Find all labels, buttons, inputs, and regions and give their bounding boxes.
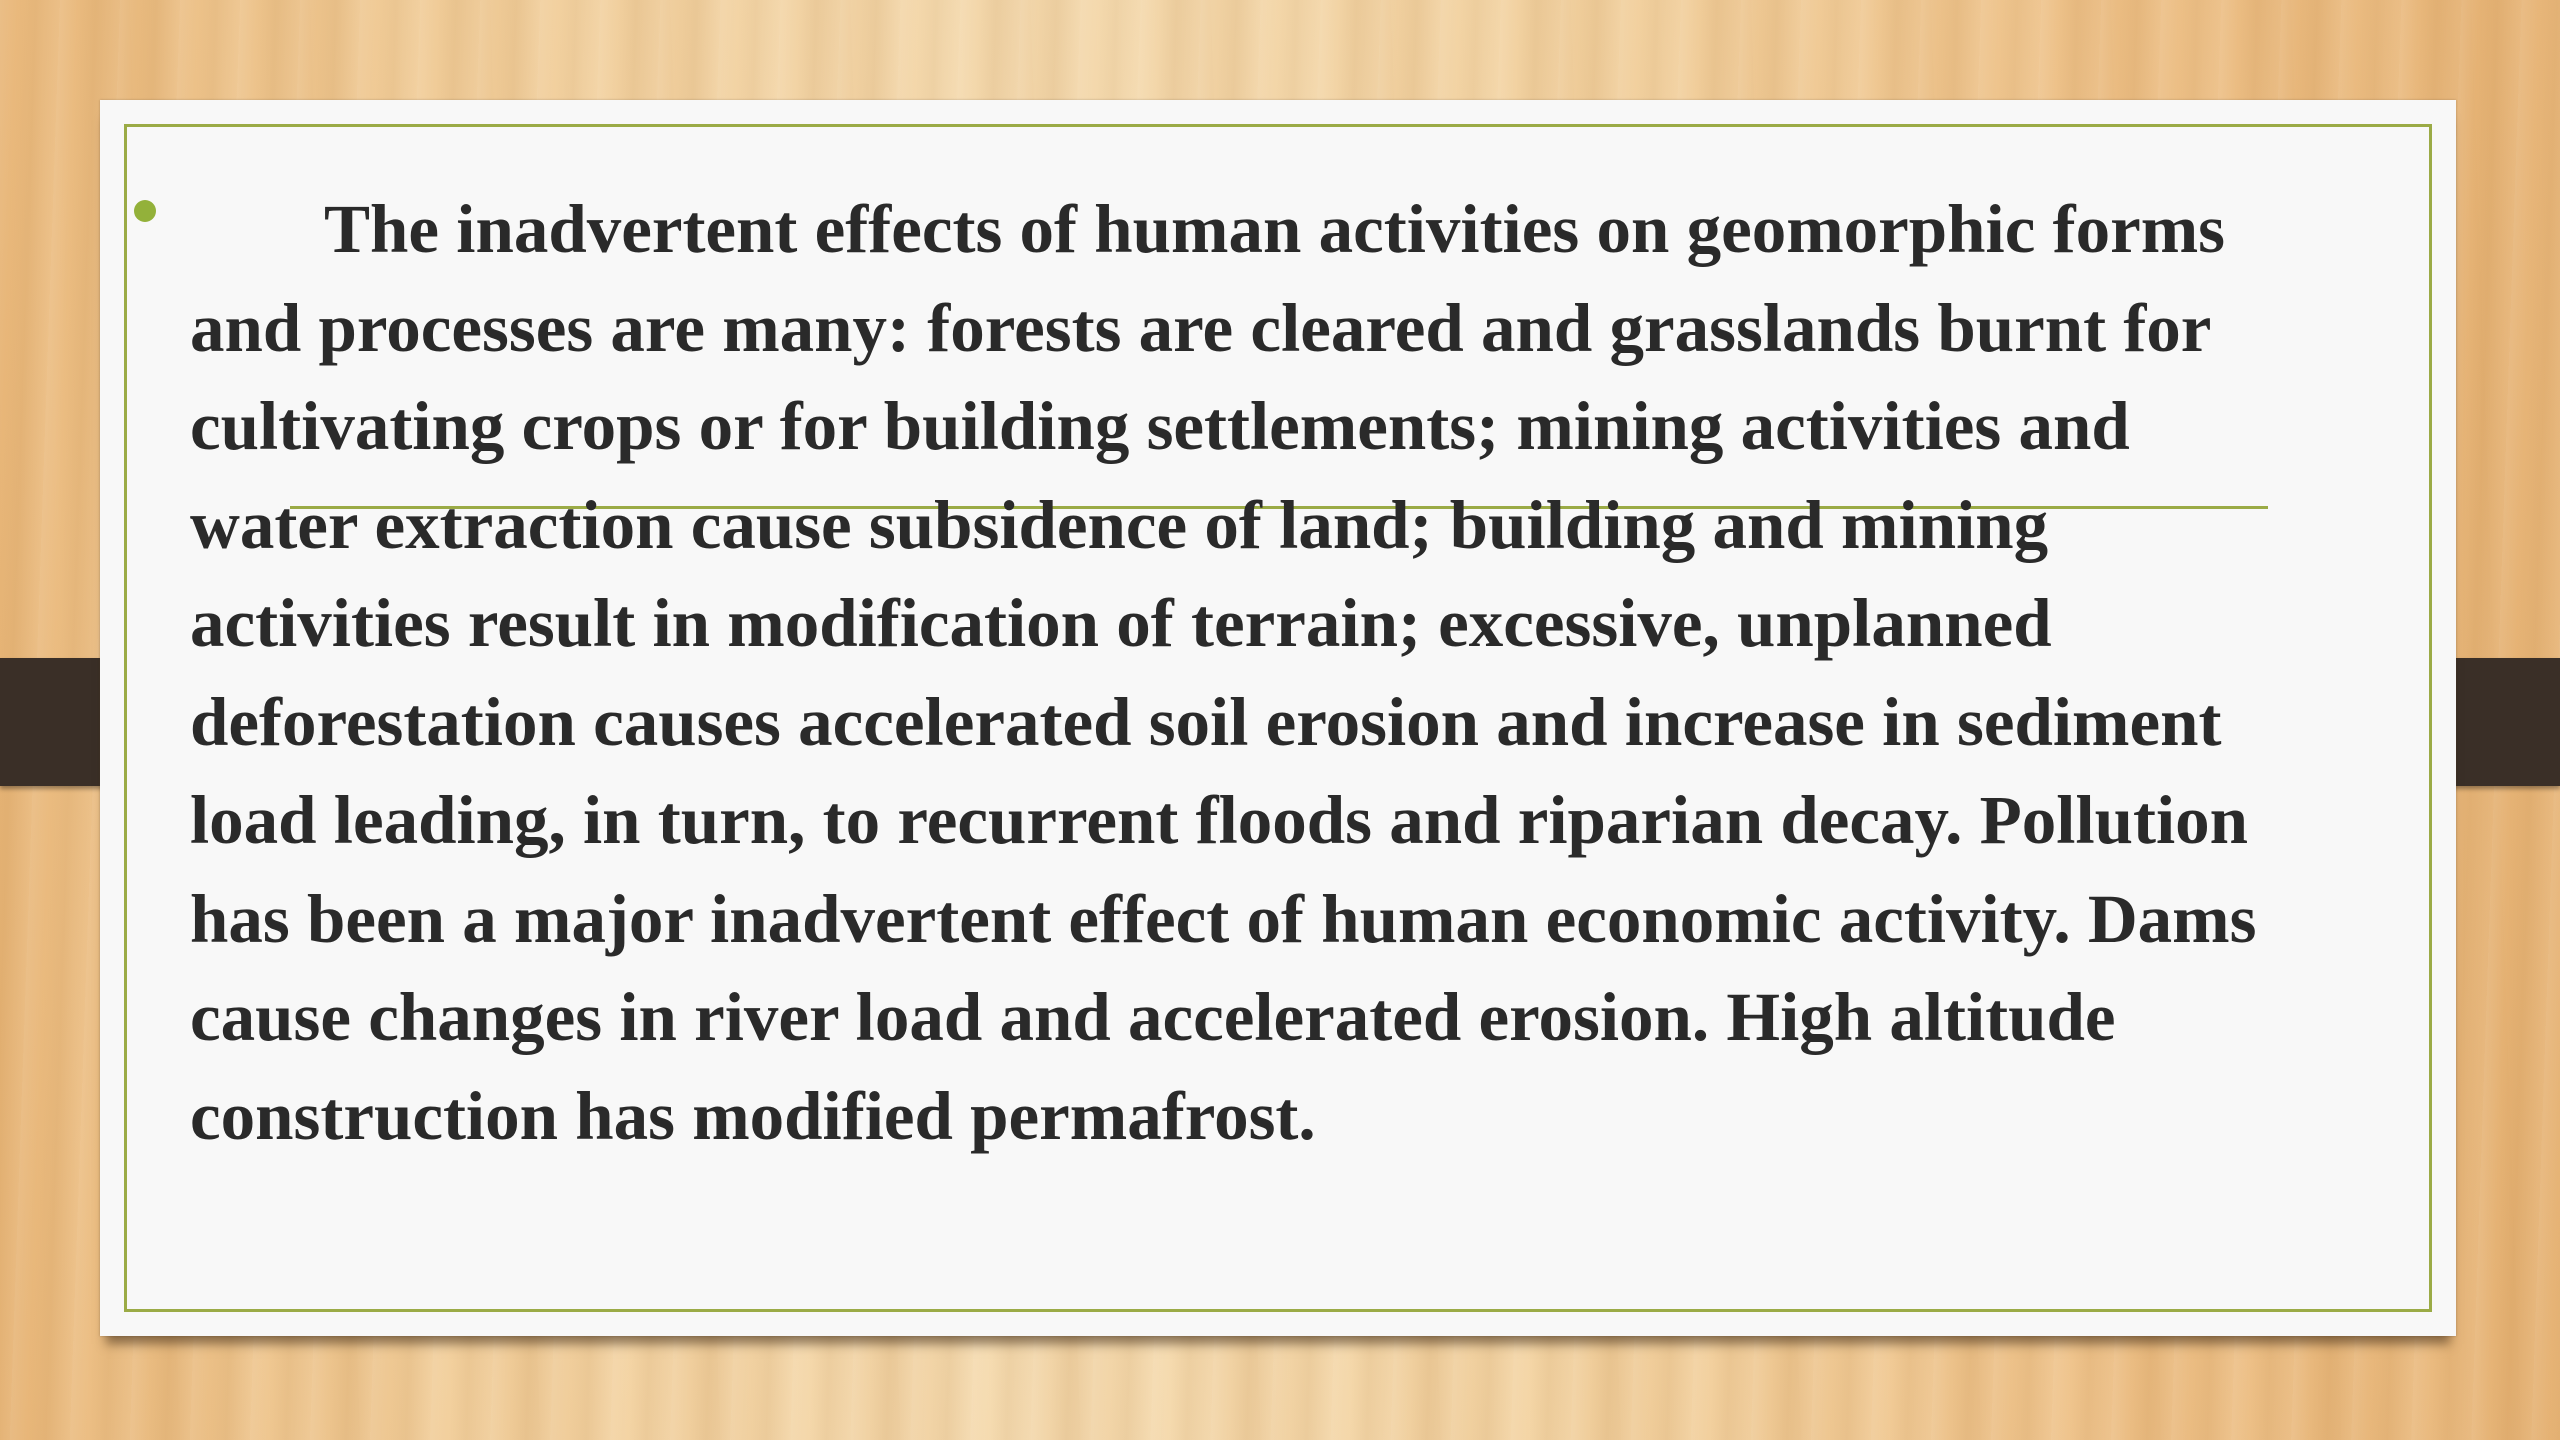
bullet-dot-icon: [134, 200, 156, 222]
slide-body-text: The inadvertent effects of human activities on geomorphic forms and processes are many: forests are cleared and grasslands burnt for cultivating crops or for building settlements; mining activities and water extraction cause subsidence of land; building and mining activities result in modification of terrain; excessive, unplanned deforestation causes accelerated soil erosion and increase in sediment load leading, in turn, to recurrent floods and riparian decay. Pollution has been a major inadvertent effect of human economic activity. Dams cause changes in river load and accelerated erosion. High altitude construction has modified permafrost.: [190, 191, 2257, 1154]
